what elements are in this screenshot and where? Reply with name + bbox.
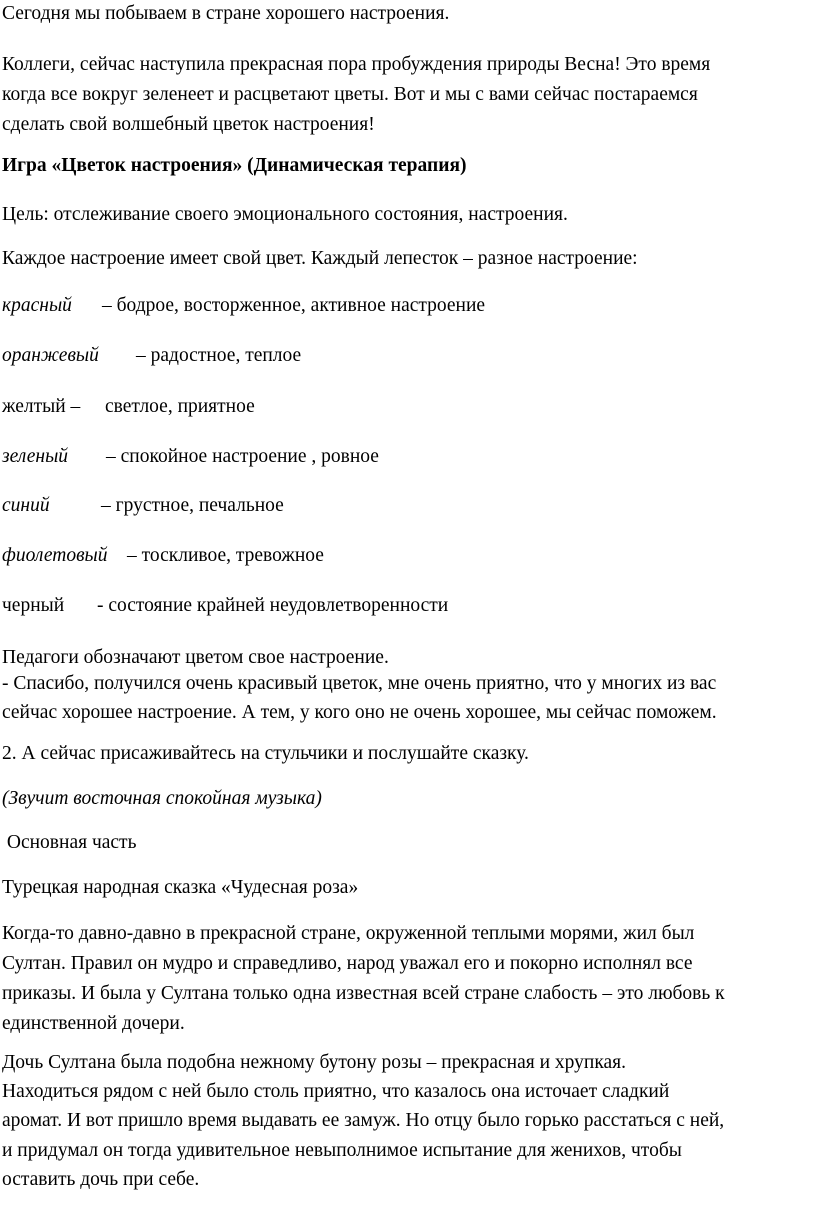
mood-desc: – радостное, теплое (136, 345, 302, 366)
mood-desc: – тоскливое, тревожное (127, 545, 324, 566)
tale-paragraph-line: и придумал он тогда удивительное невыполнимое испытание для женихов, чтобы (2, 1140, 682, 1161)
greeting-line: когда все вокруг зеленеет и расцветают цветы. Вот и мы с вами сейчас постараемся (2, 84, 698, 105)
teachers-line: - Спасибо, получился очень красивый цветок, мне очень приятно, что у многих из вас (2, 673, 717, 694)
colors-intro: Каждое настроение имеет свой цвет. Каждый лепесток – разное настроение: (2, 248, 638, 269)
step-two-text: 2. А сейчас присаживайтесь на стульчики и послушайте сказку. (2, 743, 529, 764)
mood-desc: светлое, приятное (105, 396, 255, 417)
tale-paragraph-line: Дочь Султана была подобна нежному бутону розы – прекрасная и хрупкая. (2, 1052, 626, 1073)
mood-color: фиолетовый (2, 545, 108, 566)
goal-text: Цель: отслеживание своего эмоционального состояния, настроения. (2, 204, 568, 225)
intro-text: Сегодня мы побываем в стране хорошего настроения. (2, 3, 450, 24)
tale-paragraph-line: оставить дочь при себе. (2, 1169, 200, 1190)
section-heading: Основная часть (2, 832, 137, 853)
mood-row (2, 493, 284, 519)
mood-color: оранжевый (2, 345, 99, 366)
tale-paragraph-line: единственной дочери. (2, 1013, 185, 1034)
tale-title: Турецкая народная сказка «Чудесная роза» (2, 877, 359, 898)
greeting-line: Коллеги, сейчас наступила прекрасная пора пробуждения природы Весна! Это время (2, 54, 711, 75)
mood-row (2, 444, 379, 470)
game-title: Игра «Цветок настроения» (Динамическая терапия) (2, 155, 467, 176)
mood-color: черный (2, 595, 65, 616)
tale-paragraph-line: Находиться рядом с ней было столь приятно, что казалось она источает сладкий (2, 1081, 670, 1102)
mood-row (2, 343, 301, 369)
greeting-line: сделать свой волшебный цветок настроения! (2, 114, 375, 135)
mood-row (2, 394, 255, 420)
mood-desc: – бодрое, восторженное, активное настроение (102, 295, 486, 316)
teachers-line: Педагоги обозначают цветом свое настроение. (2, 647, 389, 668)
mood-color: красный (2, 295, 72, 316)
tale-paragraph-line: аромат. И вот пришло время выдавать ее замуж. Но отцу было горько расстаться с ней, (2, 1110, 725, 1131)
mood-color: синий (2, 495, 50, 516)
mood-color: желтый – (2, 396, 81, 417)
tale-paragraph-line: приказы. И была у Султана только одна известная всей стране слабость – это любовь к (2, 983, 725, 1004)
mood-row (2, 593, 448, 619)
tale-paragraph-line: Султан. Правил он мудро и справедливо, народ уважал его и покорно исполнял все (2, 953, 693, 974)
mood-color: зеленый (2, 446, 69, 467)
music-note: (Звучит восточная спокойная музыка) (2, 788, 322, 809)
mood-desc: – спокойное настроение , ровное (106, 446, 379, 467)
mood-row (2, 293, 485, 319)
mood-row (2, 543, 324, 569)
mood-desc: - состояние крайней неудовлетворенности (97, 595, 449, 616)
mood-desc: – грустное, печальное (101, 495, 284, 516)
teachers-line: сейчас хорошее настроение. А тем, у кого оно не очень хорошее, мы сейчас поможем. (2, 702, 717, 723)
tale-paragraph-line: Когда-то давно-давно в прекрасной стране, окруженной теплыми морями, жил был (2, 923, 695, 944)
